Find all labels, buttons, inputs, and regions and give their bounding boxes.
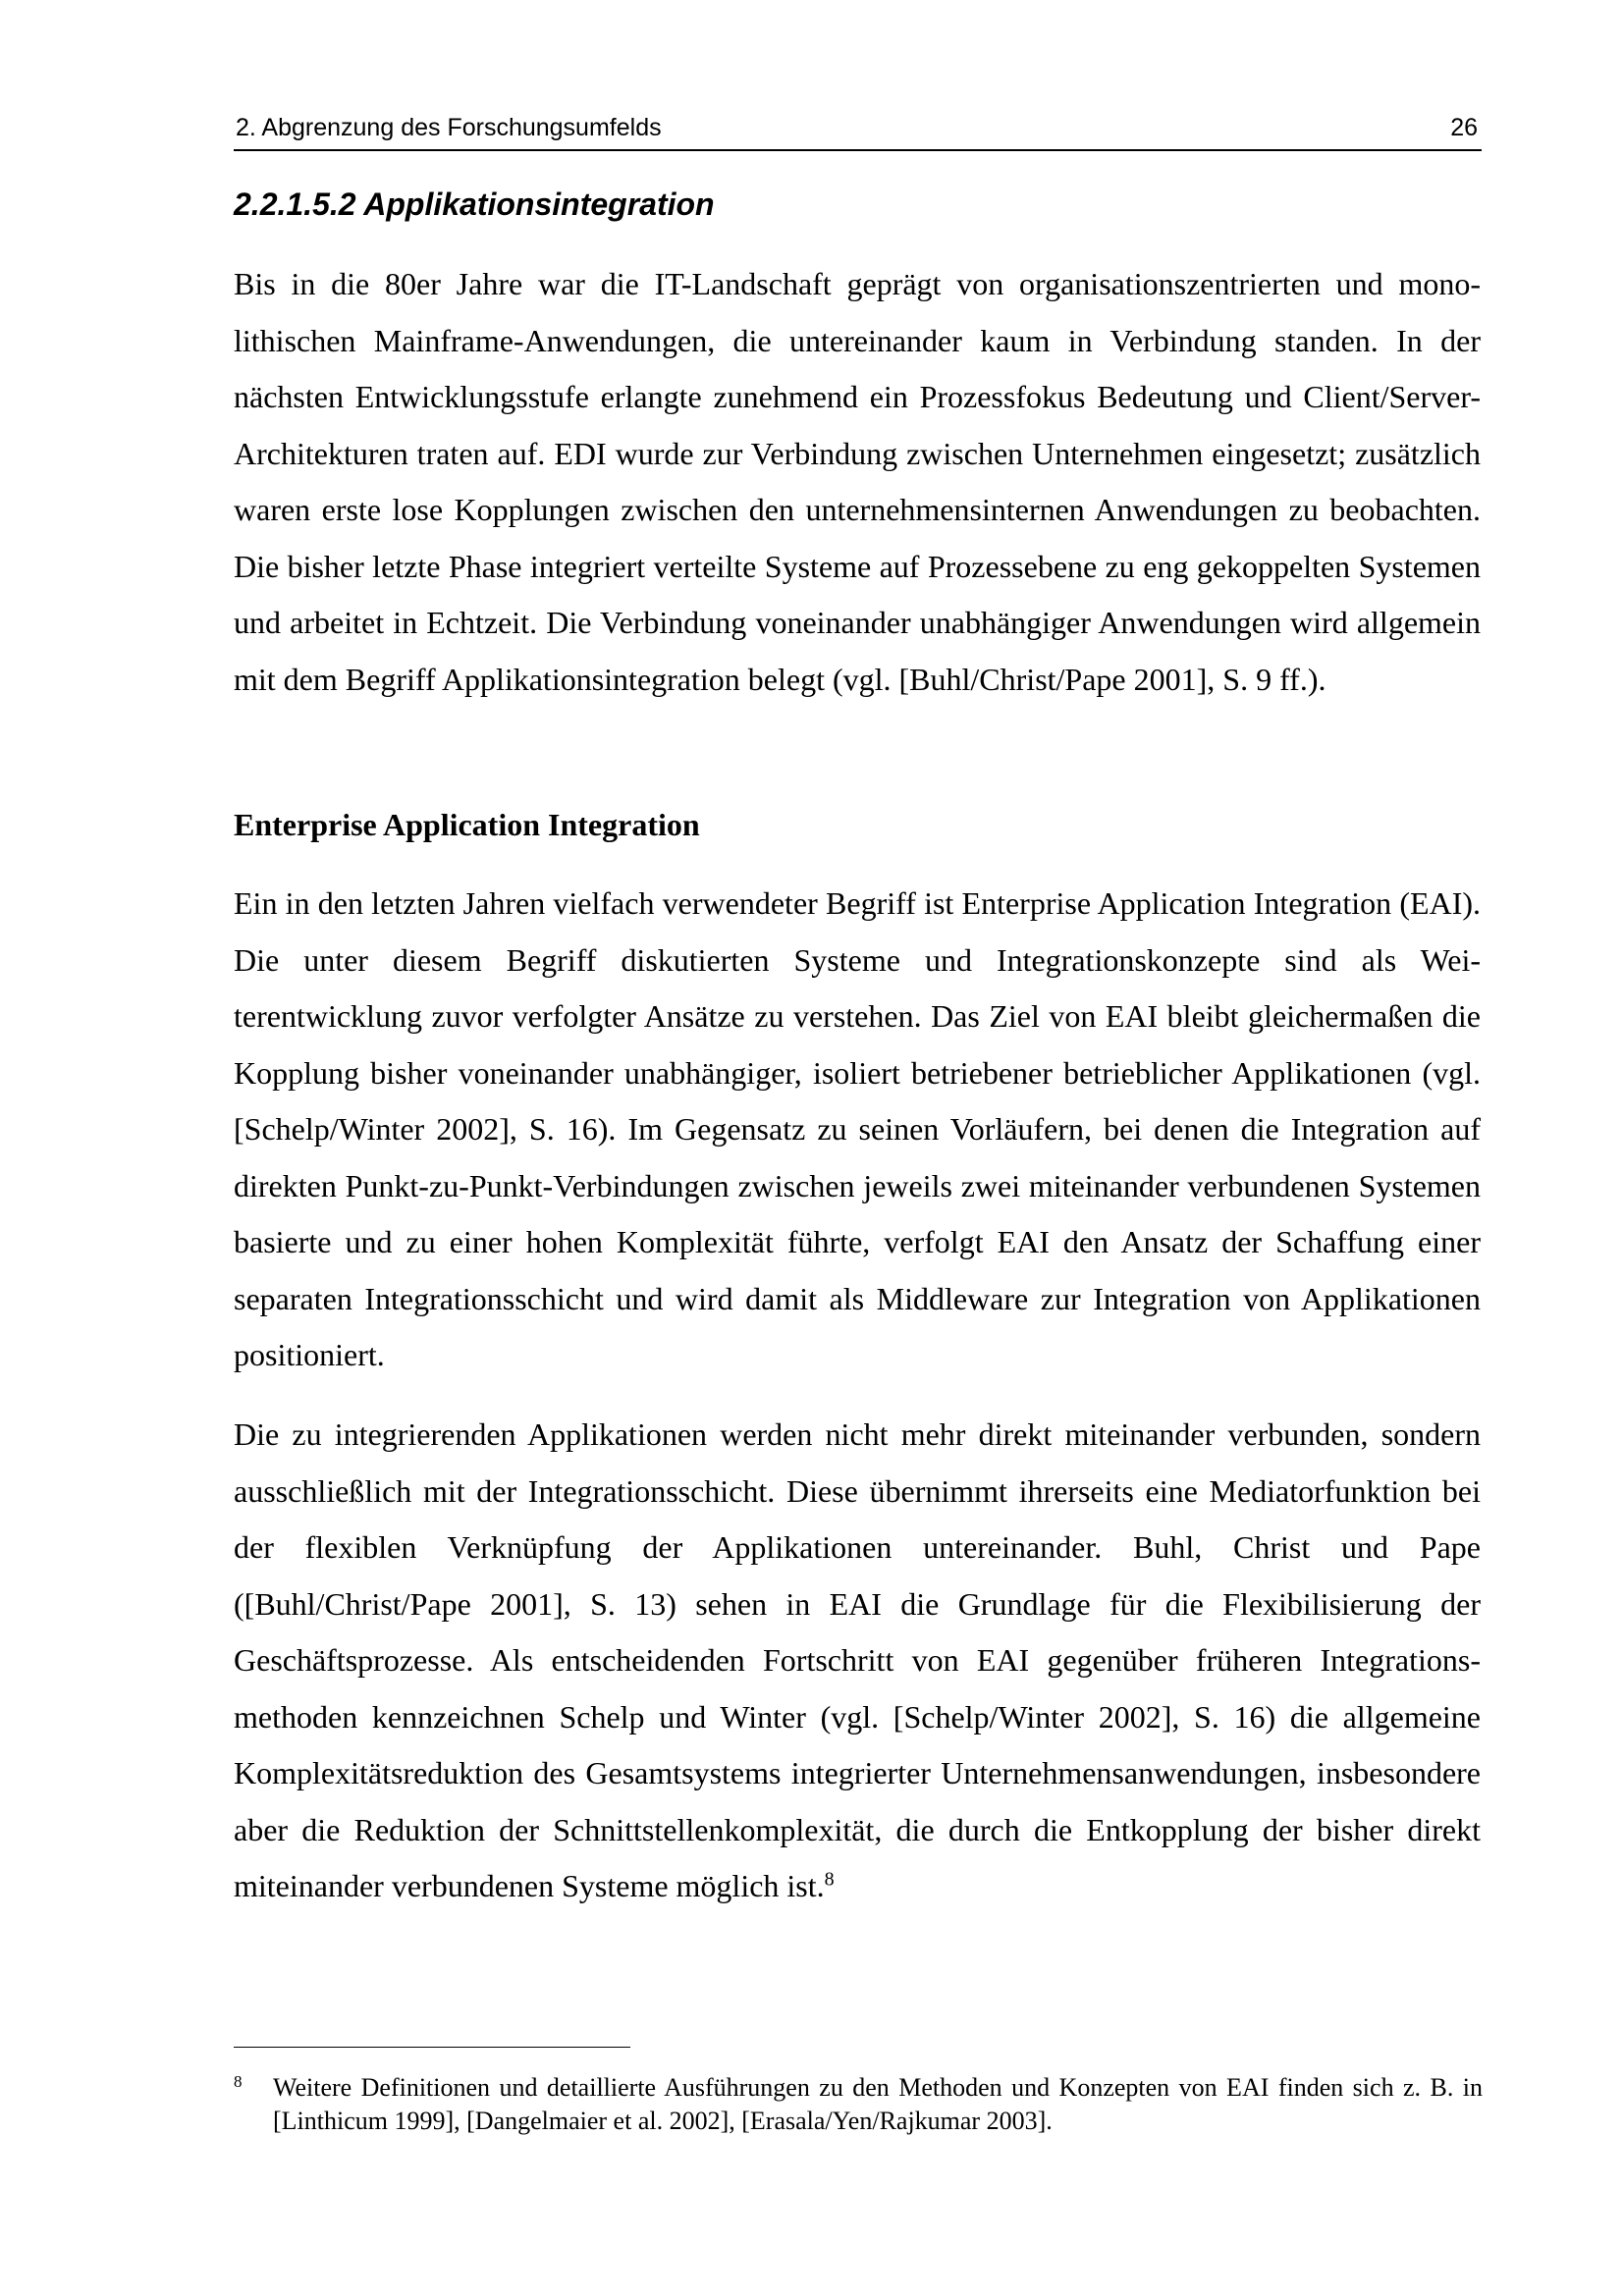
paragraph-eai-definition: Ein in den letzten Jahren vielfach verwendeter Begriff ist Enterprise Application Integration (EAI). Die unter diesem Begriff diskutierten Systeme und Integrationskonzepte sind als Weiterentwicklung zuvor verfolgter Ansätze zu verstehen. Das Ziel von EAI bleibt gleichermaßen die Kopplung bisher voneinander unabhängiger, isoliert betriebener betrieblicher Applikationen (vgl. [Schelp/Winter 2002], S. 16). Im Gegensatz zu seinen Vorläufern, bei denen die Integration auf direkten Punkt-zu-Punkt-Verbindungen zwischen jeweils zwei miteinander verbundenen Systemen basierte und zu einer hohen Komplexität führte, verfolgt EAI den Ansatz der Schaffung einer separaten Integrationsschicht und wird damit als Middleware zur Integration von Applikationen positioniert. <box>234 885 1481 1372</box>
running-title: 2. Abgrenzung des Forschungsumfelds <box>236 114 662 141</box>
section-heading: 2.2.1.5.2 Applikationsintegration <box>234 187 715 222</box>
page-header <box>234 110 1482 151</box>
footnote-number: 8 <box>234 2072 243 2091</box>
footnote <box>234 2071 1483 2138</box>
paragraph-eai-integration-layer-text: Die zu integrierenden Applikationen werden nicht mehr direkt miteinander verbunden, sondern ausschließlich mit der Integrationsschicht. Diese übernimmt ihrerseits eine Mediatorfunktion bei der flexiblen Verknüpfung der Applikationen untereinander. Buhl, Christ und Pape ([Buhl/Christ/Pape 2001], S. 13) sehen in EAI die Grundlage für die Flexibilisierung der Geschäftsprozesse. Als entscheidenden Fortschritt von EAI gegenüber früheren Integrationsmethoden kennzeichnen Schelp und Winter (vgl. [Schelp/Winter 2002], S. 16) die allgemeine Komplexitätsreduktion des Gesamtsystems integrierter Unternehmensanwendungen, insbesondere aber die Reduktion der Schnittstellenkomplexität, die durch die Entkopplung der bisher direkt miteinander verbundenen Systeme möglich ist. <box>234 1416 1481 1903</box>
paragraph-applikationsintegration: Bis in die 80er Jahre war die IT-Landschaft geprägt von organisationszentrierten und monolithischen Mainframe-Anwendungen, die untereinander kaum in Verbindung standen. In der nächsten Entwicklungsstufe erlangte zunehmend ein Prozessfokus Bedeutung und Client/Server-Architekturen traten auf. EDI wurde zur Verbindung zwischen Unternehmen eingesetzt; zusätzlich waren erste lose Kopplungen zwischen den unternehmensinternen Anwendungen zu beobachten. Die bisher letzte Phase integriert verteilte Systeme auf Prozessebene zu eng gekoppelten Systemen und arbeitet in Echtzeit. Die Verbindung voneinander unabhängiger Anwendungen wird allgemein mit dem Begriff Applikationsintegration belegt (vgl. [Buhl/Christ/Pape 2001], S. 9 ff.). <box>234 266 1481 697</box>
footnote-text: Weitere Definitionen und detaillierte Ausführungen zu den Methoden und Konzepten von EAI finden sich z. B. in [Linthicum 1999], [Dangelmaier et al. 2002], [Erasala/Yen/Rajkumar 2003]. <box>273 2073 1483 2135</box>
page-number: 26 <box>1450 114 1478 141</box>
subheading-eai: Enterprise Application Integration <box>234 807 700 842</box>
footnote-reference: 8 <box>824 1868 835 1891</box>
paragraph-eai-integration-layer <box>234 1407 1481 1915</box>
footnote-divider <box>234 2047 630 2048</box>
